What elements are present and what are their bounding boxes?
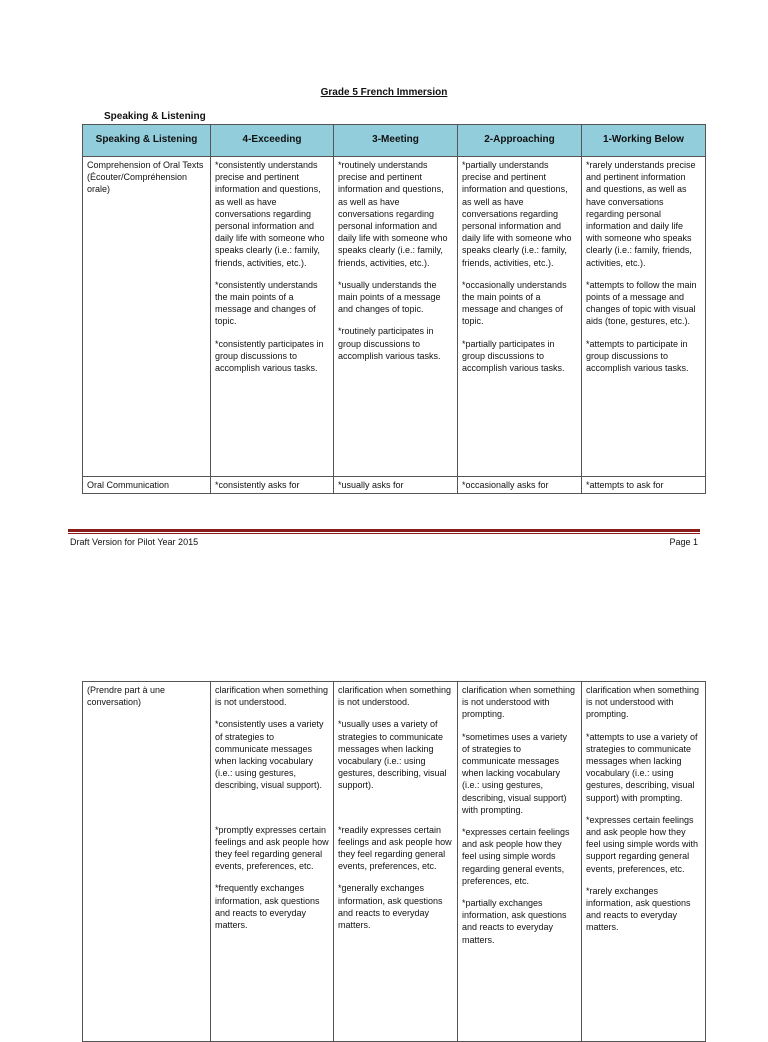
descriptor: *readily expresses certain feelings and ask people how they feel regarding general events, preferences, etc. xyxy=(338,824,452,872)
descriptor: *usually uses a variety of strategies to communicate messages when lacking vocabulary (i.e.: using gestures, describing, visual support). xyxy=(338,719,447,791)
header-approaching: 2-Approaching xyxy=(458,125,582,157)
rubric-table-continued xyxy=(82,681,706,1042)
descriptor: *routinely understands precise and pertinent information and questions, as well as have conversations regarding personal information and daily life with someone who speaks clearly (i.e.: family, friends, activities, etc.). xyxy=(338,160,448,268)
header-meeting: 3-Meeting xyxy=(334,125,458,157)
cell-exceeding xyxy=(211,157,334,477)
descriptor: *promptly expresses certain feelings and ask people how they feel regarding general events, preferences, etc. xyxy=(215,824,329,872)
descriptor: *consistently understands precise and pertinent information and questions, as well as have conversations regarding personal information and daily life with someone who speaks clearly (i.e.: family, friends, activities, etc.). xyxy=(215,160,325,268)
descriptor: *consistently participates in group discussions to accomplish various tasks. xyxy=(215,338,324,374)
header-row xyxy=(83,125,706,157)
document-title: Grade 5 French Immersion xyxy=(320,87,448,98)
footer-draft-note: Draft Version for Pilot Year 2015 xyxy=(70,537,199,547)
descriptor: clarification when something is not understood with prompting. xyxy=(462,685,576,720)
row-label-oral-communication-fr: (Prendre part à une conversation) xyxy=(83,682,211,1042)
cell-exceeding: *consistently asks for xyxy=(211,477,334,494)
descriptor: *usually understands the main points of a message and changes of topic. xyxy=(338,279,441,315)
descriptor: clarification when something is not understood. xyxy=(215,685,329,708)
row-label-comprehension: Comprehension of Oral Texts (Écouter/Compréhension orale) xyxy=(83,157,211,477)
table-row xyxy=(83,477,706,494)
descriptor: *partially participates in group discussions to accomplish various tasks. xyxy=(462,338,565,374)
cell-approaching xyxy=(458,157,582,477)
descriptor: *partially understands precise and pertinent information and questions, as well as have conversations regarding personal information and daily life with someone who speaks clearly (i.e.: family, friends, activities, etc.). xyxy=(462,160,572,268)
descriptor: *consistently uses a variety of strategies to communicate messages when lacking vocabulary (i.e.: using gestures, describing, visual support). xyxy=(215,719,324,791)
table-row xyxy=(83,157,706,477)
header-working-below: 1-Working Below xyxy=(582,125,706,157)
cell-approaching xyxy=(458,682,582,1042)
rubric-table xyxy=(82,124,706,494)
cell-working-below: *attempts to ask for xyxy=(582,477,706,494)
descriptor: clarification when something is not understood with prompting. xyxy=(586,685,700,720)
page-number: Page 1 xyxy=(669,537,698,547)
descriptor: *frequently exchanges information, ask questions and reacts to everyday matters. xyxy=(215,883,320,931)
row-label-oral-communication: Oral Communication xyxy=(83,477,211,494)
cell-working-below xyxy=(582,682,706,1042)
descriptor: *attempts to use a variety of strategies to communicate messages when lacking vocabulary (i.e.: using gestures, describing, visual support) with prompting. xyxy=(586,731,698,803)
descriptor: clarification when something is not understood. xyxy=(338,685,452,708)
cell-meeting: *usually asks for xyxy=(334,477,458,494)
header-exceeding: 4-Exceeding xyxy=(211,125,334,157)
cell-meeting xyxy=(334,682,458,1042)
descriptor: *consistently understands the main points of a message and changes of topic. xyxy=(215,279,318,327)
section-heading: Speaking & Listening xyxy=(104,111,206,122)
descriptor: *routinely participates in group discussions to accomplish various tasks. xyxy=(338,326,441,361)
descriptor: *attempts to participate in group discussions to accomplish various tasks. xyxy=(586,338,689,374)
cell-meeting xyxy=(334,157,458,477)
cell-working-below xyxy=(582,157,706,477)
footer-rule xyxy=(68,529,700,532)
header-criteria: Speaking & Listening xyxy=(83,125,211,157)
descriptor: *occasionally understands the main points of a message and changes of topic. xyxy=(462,279,567,327)
footer-rule xyxy=(68,533,700,534)
table-row xyxy=(83,682,706,1042)
descriptor: *attempts to follow the main points of a message and changes of topic with visual aids (tone, gestures, etc.). xyxy=(586,279,697,327)
descriptor: *partially exchanges information, ask questions and reacts to everyday matters. xyxy=(462,898,567,945)
cell-approaching: *occasionally asks for xyxy=(458,477,582,494)
descriptor: *rarely understands precise and pertinent information and questions, as well as have conversations regarding personal information and daily life with someone who speaks clearly (i.e.: family, friends, activities, etc.). xyxy=(586,160,696,268)
descriptor: *generally exchanges information, ask questions and reacts to everyday matters. xyxy=(338,883,443,931)
descriptor: *sometimes uses a variety of strategies to communicate messages when lacking vocabulary (i.e.: using gestures, describing, visual support) with prompting. xyxy=(462,731,568,815)
descriptor: *rarely exchanges information, ask questions and reacts to everyday matters. xyxy=(586,885,691,933)
descriptor: *expresses certain feelings and ask people how they feel using simple words regarding general events, preferences, etc. xyxy=(462,827,570,886)
cell-exceeding xyxy=(211,682,334,1042)
descriptor: *expresses certain feelings and ask people how they feel using simple words with support regarding general events, preferences, etc. xyxy=(586,814,699,874)
